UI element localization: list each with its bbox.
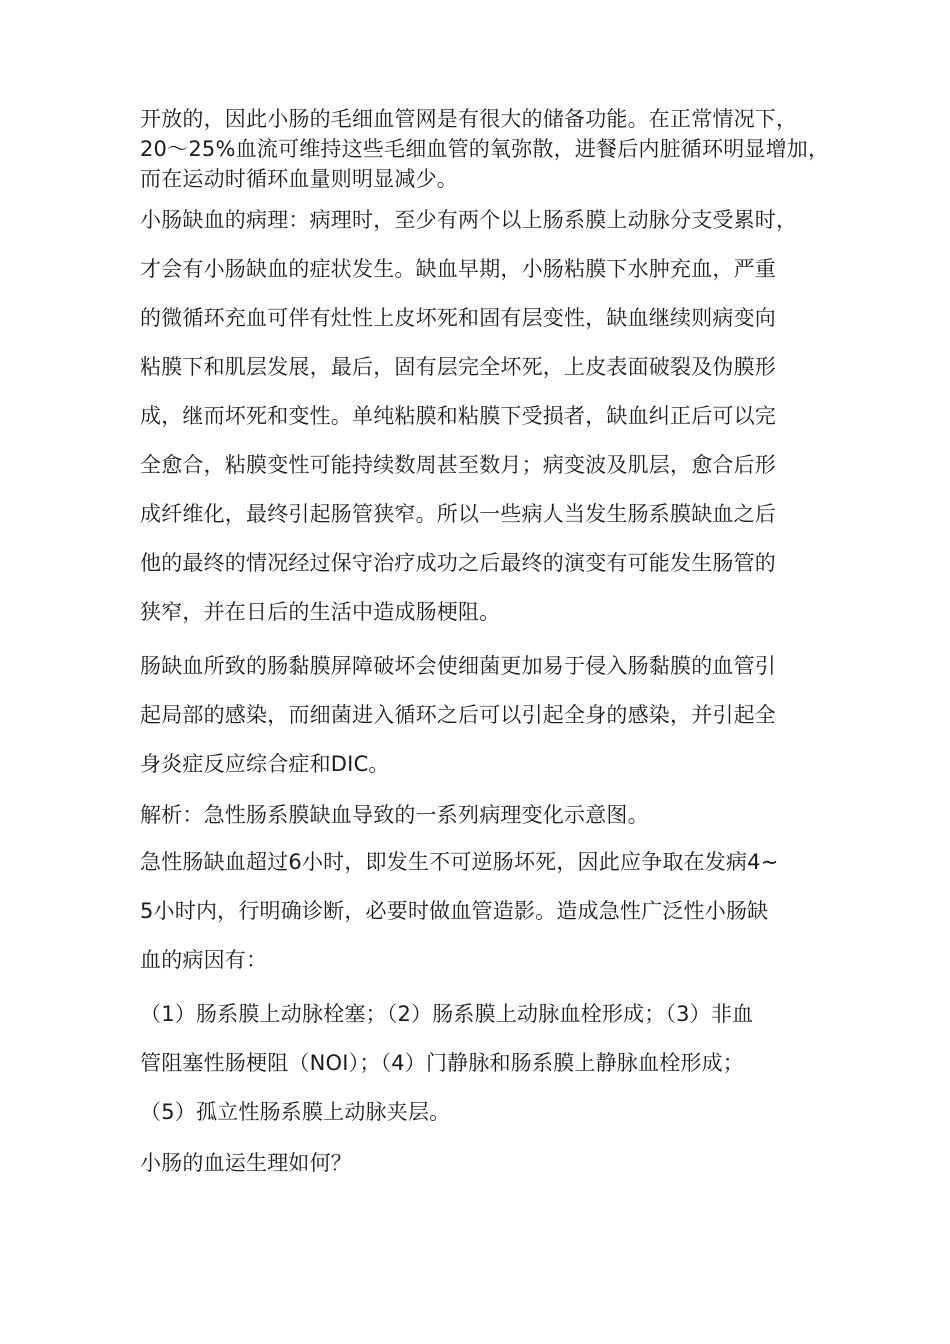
paragraph-ischemia-pathology: 小肠缺血的病理：病理时，至少有两个以上肠系膜上动脉分支受累时， 才会有小肠缺血的症状发生。缺血早期，小肠粘膜下水肿充血，严重 的微循环充血可伴有灶性上皮坏死和固有层变性，缺血继续则病变向 粘膜下和肌层发展，最后，固有层完全坏死，上皮表面破裂及伪膜形 成，继而坏死和变性。单纯粘膜和粘膜下受损者，缺血纠正后可以完 全愈合，粘膜变性可能持续数周甚至数月；病变波及肌层，愈合后形 成纤维化，最终引起肠管狭窄。所以一些病人当发生肠系膜缺血之后 他的最终的情况经过保守治疗成功之后最终的演变有可能发生肠管的 狭窄，并在日后的生活中造成肠梗阻。 bbox=[140, 208, 798, 624]
paragraph-question: 小肠的血运生理如何？ bbox=[140, 1151, 352, 1175]
paragraph-acute-ischemia: 急性肠缺血超过6小时，即发生不可逆肠坏死，因此应争取在发病4~ 5小时内，行明确诊断，必要时做血管造影。造成急性广泛性小肠缺 血的病因有： bbox=[140, 850, 779, 972]
paragraph-capillary-reserve: 开放的，因此小肠的毛细血管网是有很大的储备功能。在正常情况下， 20～25%血流可维持这些毛细血管的氧弥散，进餐后内脏循环明显增加， 而在运动时循环血量则明显减少。 bbox=[140, 107, 830, 191]
paragraph-mucosal-barrier: 肠缺血所致的肠黏膜屏障破坏会使细菌更加易于侵入肠黏膜的血管引 起局部的感染，而细菌进入循环之后可以引起全身的感染，并引起全 身炎症反应综合症和DIC。 bbox=[140, 654, 776, 776]
paragraph-causes-list: （1）肠系膜上动脉栓塞；（2）肠系膜上动脉血栓形成；（3）非血 管阻塞性肠梗阻（NOI）；（4）门静脉和肠系膜上静脉血栓形成； （5）孤立性肠系膜上动脉夹层。 bbox=[140, 1002, 754, 1124]
paragraph-analysis: 解析：急性肠系膜缺血导致的一系列病理变化示意图。 bbox=[140, 803, 649, 827]
